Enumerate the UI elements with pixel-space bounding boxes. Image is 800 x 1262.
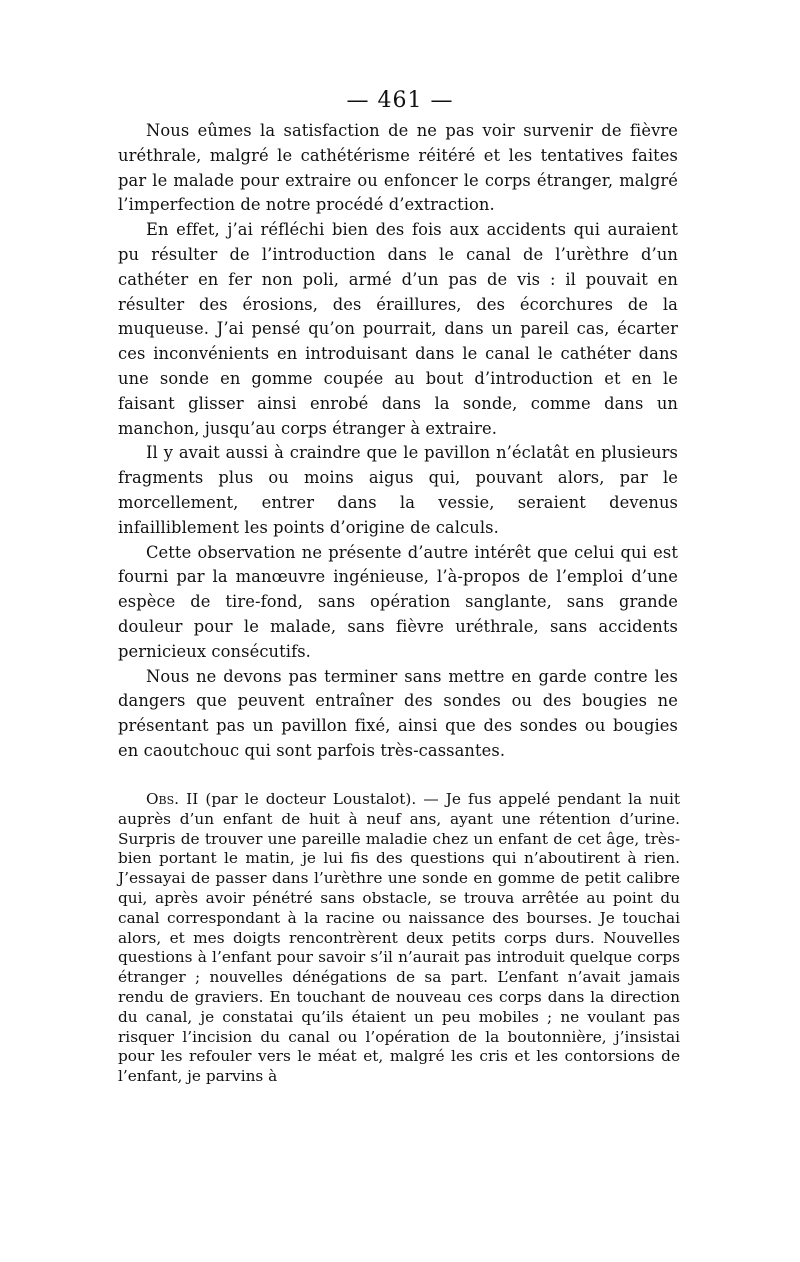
paragraph: En effet, j’ai réfléchi bien des fois aux accidents qui auraient pu résulter de l’introduction dans le canal de l’urèthre d’un cathéter en fer non poli, armé d’un pas de vis : il pouvait en résulter des érosions, des éraillures, des écorchures de la muqueuse. J’ai pensé qu’on pourrait, dans un pareil cas, écarter ces inconvénients en introduisant dans le canal le cathéter dans une sonde en gomme coupée au bout d’introduction et en le faisant glisser ainsi enrobé dans la sonde, comme dans un manchon, jusqu’au corps étranger à extraire. [118, 220, 678, 438]
paragraph: Nous ne devons pas terminer sans mettre en garde contre les dangers que peuvent entraîner des sondes ou des bougies ne présentant pas un pavillon fixé, ainsi que des sondes ou bougies en caoutchouc qui sont parfois très-cassantes. [118, 666, 678, 760]
observation-block [118, 790, 680, 1087]
page-number: — 461 — [346, 88, 454, 113]
body-text [118, 119, 678, 764]
observation-label: Obs. II [146, 790, 199, 808]
paragraph: Il y avait aussi à craindre que le pavillon n’éclatât en plusieurs fragments plus ou moins aigus qui, pouvant alors, par le morcellement, entrer dans la vessie, seraient devenus infailliblement les points d’origine de calculs. [118, 443, 678, 537]
observation-paragraph [118, 790, 680, 1087]
observation-text: (par le docteur Loustalot). — Je fus appelé pendant la nuit auprès d’un enfant de huit à neuf ans, ayant une rétention d’urine. Surpris de trouver une pareille maladie chez un enfant de cet âge, très-bien portant le matin, je lui fis des questions qui n’aboutirent à rien. J’essayai de passer dans l’urèthre une sonde en gomme de petit calibre qui, après avoir pénétré sans obstacle, se trouva arrêtée au point du canal correspondant à la racine ou naissance des bourses. Je touchai alors, et mes doigts rencontrèrent deux petits corps durs. Nouvelles questions à l’enfant pour savoir s’il n’aurait pas introduit quelque corps étranger ; nouvelles dénégations de sa part. L’enfant n’avait jamais rendu de graviers. En touchant de nouveau ces corps dans la direction du canal, je constatai qu’ils étaient un peu mobiles ; ne voulant pas risquer l’incision du canal ou l’opération de la boutonnière, j’insistai pour les refouler vers le méat et, malgré les cris et les contorsions de l’enfant, je parvins à [118, 790, 680, 1086]
paragraph: Nous eûmes la satisfaction de ne pas voir survenir de fièvre uréthrale, malgré le cathétérisme réitéré et les tentatives faites par le malade pour extraire ou enfoncer le corps étranger, malgré l’imperfection de notre procédé d’extraction. [118, 121, 678, 215]
paragraph: Cette observation ne présente d’autre intérêt que celui qui est fourni par la manœuvre ingénieuse, l’à-propos de l’emploi d’une espèce de tire-fond, sans opération sanglante, sans grande douleur pour le malade, sans fièvre uréthrale, sans accidents pernicieux consécutifs. [118, 542, 678, 661]
